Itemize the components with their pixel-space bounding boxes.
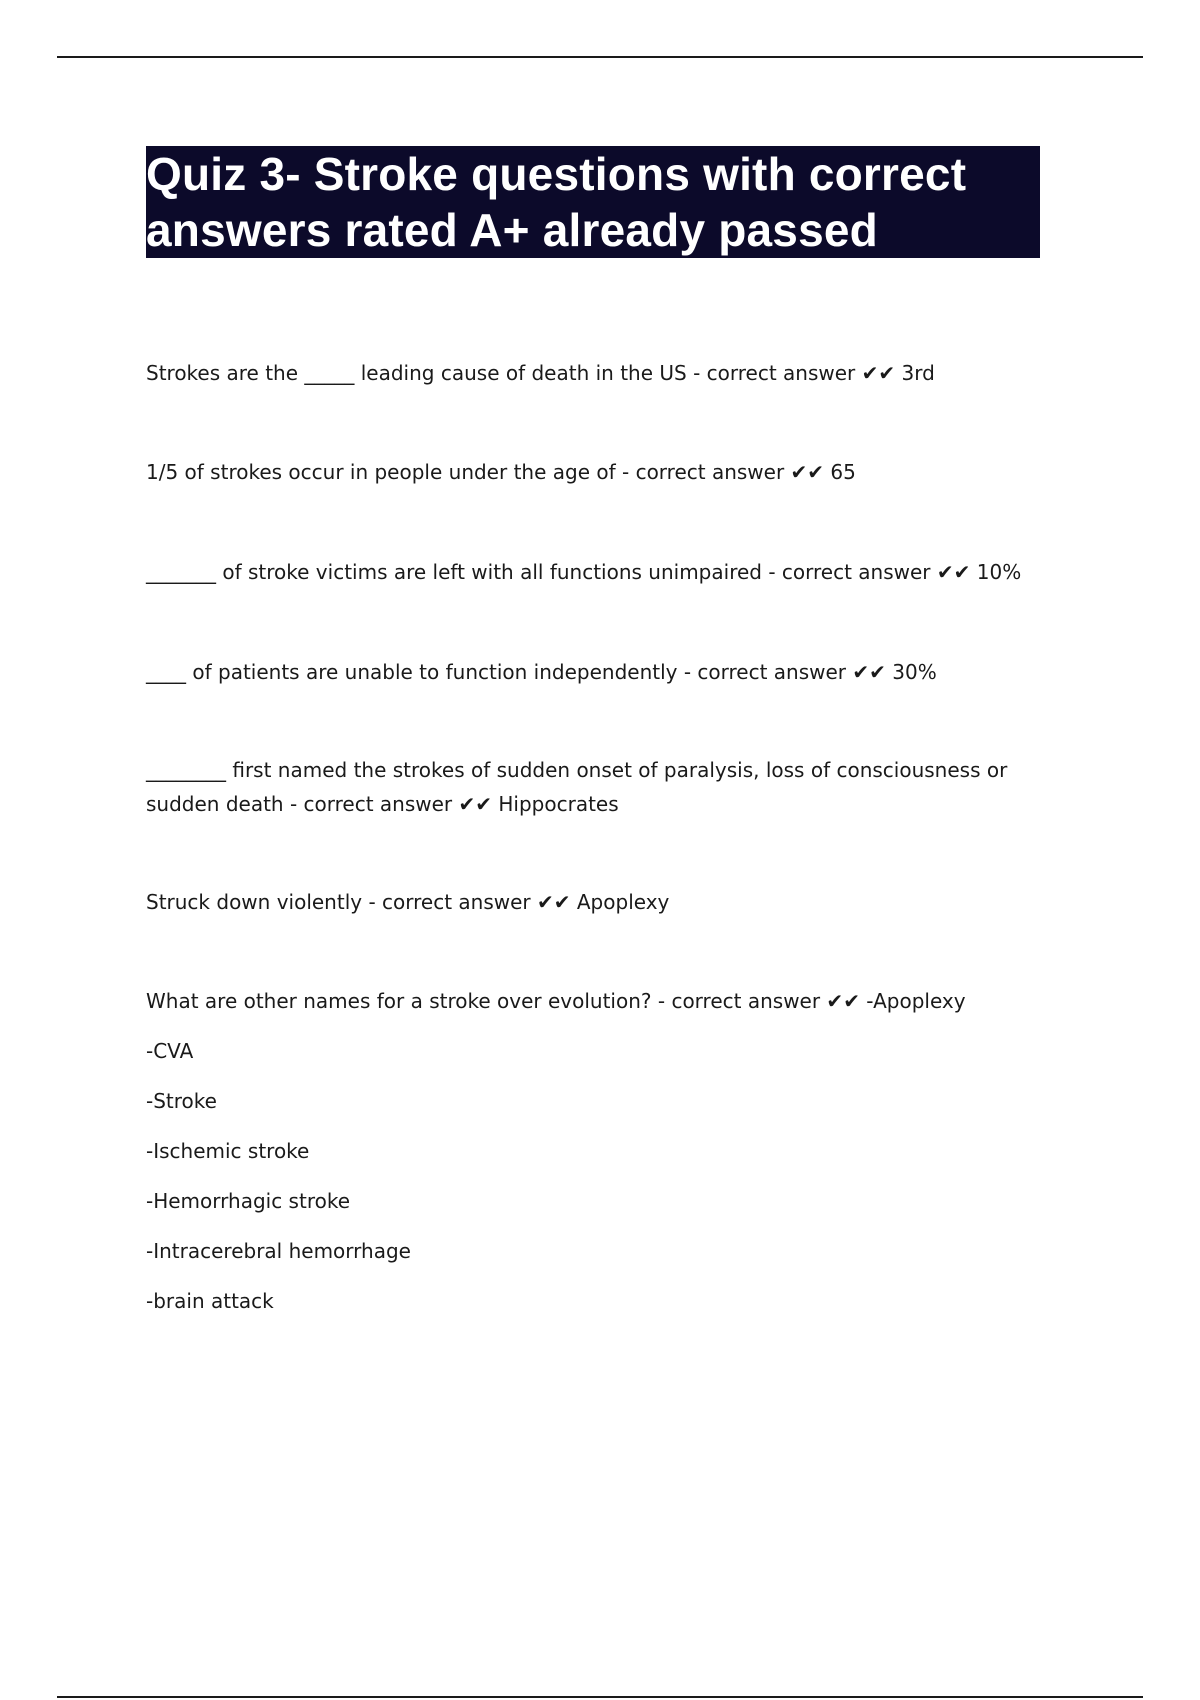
qa-item: What are other names for a stroke over evolution? - correct answer ✔✔ -Apoplexy [146,989,966,1013]
title-banner [146,146,1040,258]
answer-list-item: -Intracerebral hemorrhage [146,1239,411,1263]
qa-item: 1/5 of strokes occur in people under the age of - correct answer ✔✔ 65 [146,460,856,484]
header-rule [57,56,1143,58]
answer-list-item: -CVA [146,1039,194,1063]
answer-list-item: -brain attack [146,1289,274,1313]
qa-item: _______ of stroke victims are left with all functions unimpaired - correct answer ✔✔ 10% [146,560,1022,584]
answer-list-item: -Ischemic stroke [146,1139,310,1163]
qa-item: Strokes are the _____ leading cause of death in the US - correct answer ✔✔ 3rd [146,361,935,385]
document-body [146,356,1086,1318]
qa-item: ________ first named the strokes of sudden onset of paralysis, loss of consciousness or sudden death - correct answer ✔✔ Hippocrates [146,758,1008,816]
answer-list-item: -Hemorrhagic stroke [146,1189,351,1213]
answer-list-item: -Stroke [146,1089,217,1113]
page-title: Quiz 3- Stroke questions with correct answers rated A+ already passed [146,148,967,256]
qa-item: ____ of patients are unable to function independently - correct answer ✔✔ 30% [146,660,937,684]
qa-item: Struck down violently - correct answer ✔✔ Apoplexy [146,890,670,914]
footer-rule [57,1696,1143,1698]
